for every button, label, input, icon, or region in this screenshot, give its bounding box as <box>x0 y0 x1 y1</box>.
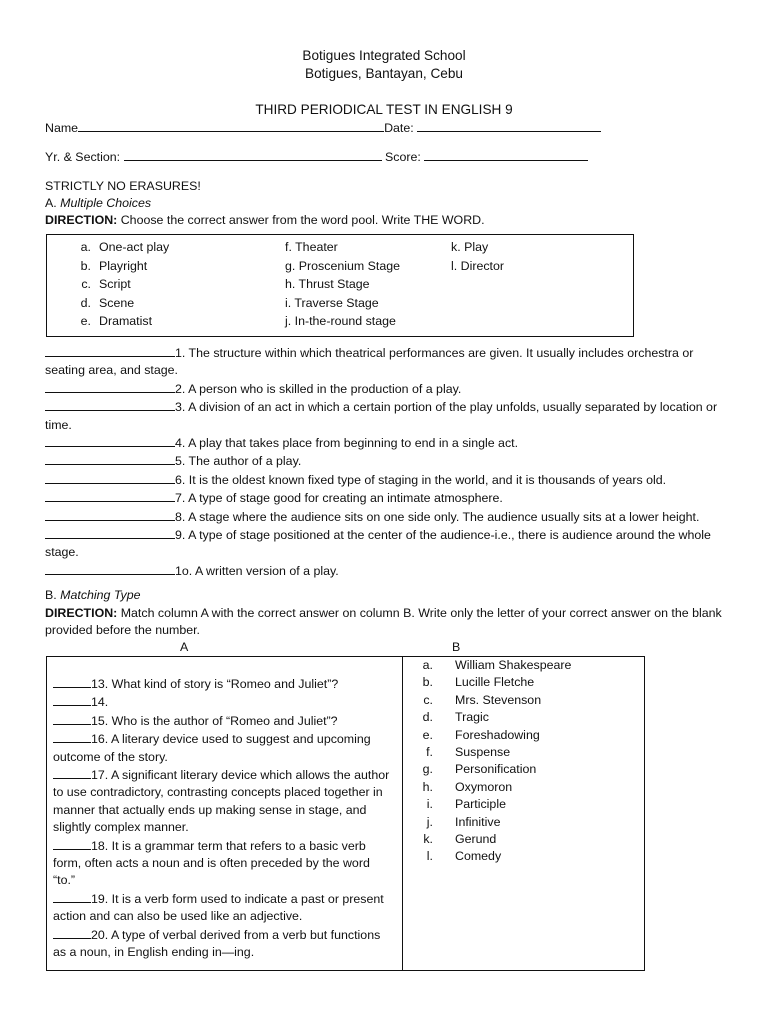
choice-letter: f. <box>426 744 433 759</box>
question-item <box>45 489 725 507</box>
answer-blank[interactable] <box>53 766 91 779</box>
matching-text: 20. A type of verbal derived from a verb but functions as a noun, in English ending in—ing. <box>53 927 381 960</box>
matching-text: 14. <box>91 695 109 710</box>
pool-letter: a. <box>80 240 91 254</box>
pool-letter: c. <box>81 277 91 292</box>
answer-blank[interactable] <box>53 890 91 903</box>
score-field[interactable] <box>424 148 588 161</box>
choice-text: Foreshadowing <box>455 727 540 742</box>
pool-item: j. In-the-round stage <box>285 314 396 329</box>
pool-item <box>65 239 169 258</box>
part-a-label: A. <box>45 196 57 210</box>
choice-letter: b. <box>422 675 433 690</box>
pool-letter: e. <box>80 314 91 329</box>
pool-letter: d. <box>80 295 91 310</box>
section-field[interactable] <box>124 148 382 161</box>
date-label: Date: <box>384 121 414 135</box>
part-a-heading <box>45 195 151 212</box>
pool-item: f. Theater <box>285 240 338 254</box>
matching-text: 18. It is a grammar term that refers to a basic verb form, often acts a noun and is often preceded by the word “to.” <box>53 838 370 888</box>
question-item <box>45 398 725 434</box>
part-b-direction-text: Match column A with the correct answer on column B. Write only the letter of your correct answer on the blank provided before the number. <box>45 606 722 638</box>
choice-letter: d. <box>422 710 433 725</box>
choice-item <box>407 674 637 691</box>
date-field[interactable] <box>417 119 601 132</box>
question-item <box>45 434 725 452</box>
choice-letter: j. <box>426 814 433 829</box>
pool-item <box>65 258 169 277</box>
question-text: 2. A person who is skilled in the production of a play. <box>175 381 462 396</box>
question-text: 8. A stage where the audience sits on one side only. The audience usually sits at a lower height. <box>175 509 700 524</box>
question-item <box>45 344 725 380</box>
school-name: Botigues Integrated School <box>302 48 466 63</box>
part-a-title: Multiple Choices <box>60 196 152 210</box>
answer-blank[interactable] <box>45 434 175 447</box>
part-a-direction-text: Choose the correct answer from the word pool. Write THE WORD. <box>117 213 485 227</box>
answer-blank[interactable] <box>45 344 175 357</box>
answer-blank[interactable] <box>45 562 175 575</box>
section-label: Yr. & Section: <box>45 150 121 164</box>
question-text: 1. The structure within which theatrical performances are given. It usually includes orchestra or seating area, and stage. <box>45 346 694 378</box>
choice-item <box>407 761 637 778</box>
matching-text: 17. A significant literary device which allows the author to use contradictory, contrasting concepts placed together in manner that actually ends up making sense in stage, and slightly complex manner. <box>53 768 390 835</box>
question-text: 3. A division of an act in which a certain portion of the play unfolds, usually separated by location or time. <box>45 400 718 432</box>
answer-blank[interactable] <box>45 526 175 539</box>
part-b-heading <box>45 587 141 604</box>
part-b-direction-label: DIRECTION: <box>45 606 118 620</box>
answer-blank[interactable] <box>53 837 91 850</box>
answer-blank[interactable] <box>53 675 91 688</box>
choice-text: Oxymoron <box>455 779 513 794</box>
question-item <box>45 526 725 562</box>
choice-letter: l. <box>426 849 433 864</box>
school-address: Botigues, Bantayan, Cebu <box>305 66 463 81</box>
choice-item <box>407 709 637 726</box>
pool-text: One-act play <box>99 240 170 254</box>
answer-blank[interactable] <box>53 693 91 706</box>
matching-table <box>46 656 645 971</box>
choice-letter: e. <box>422 727 433 742</box>
matching-item <box>53 693 393 711</box>
choice-text: William Shakespeare <box>455 658 572 672</box>
column-a-header: A <box>180 640 189 654</box>
matching-text: 13. What kind of story is “Romeo and Juliet”? <box>91 677 339 691</box>
matching-item <box>53 890 393 926</box>
choice-text: Participle <box>455 797 506 812</box>
matching-item <box>53 837 393 890</box>
answer-blank[interactable] <box>45 471 175 484</box>
part-b-label: B. <box>45 588 57 602</box>
matching-item <box>53 926 393 962</box>
matching-item <box>53 730 393 766</box>
answer-blank[interactable] <box>53 712 91 725</box>
question-text: 9. A type of stage positioned at the center of the audience-i.e., there is audience around the whole stage. <box>45 528 711 560</box>
choice-item <box>407 848 637 865</box>
choice-letter: i. <box>426 797 433 812</box>
pool-text: Scene <box>99 295 135 310</box>
question-text: 1o. A written version of a play. <box>175 563 339 578</box>
question-item <box>45 508 725 526</box>
notice: STRICTLY NO ERASURES! <box>45 179 201 193</box>
pool-text: Playright <box>99 258 148 273</box>
question-item <box>45 471 725 489</box>
choice-letter: a. <box>422 658 433 672</box>
question-item <box>45 452 725 470</box>
answer-blank[interactable] <box>53 730 91 743</box>
name-label: Name <box>45 121 79 135</box>
choice-item <box>407 727 637 744</box>
part-a-direction <box>45 212 485 229</box>
choice-letter: c. <box>423 692 433 707</box>
choice-text: Comedy <box>455 849 502 864</box>
answer-blank[interactable] <box>45 398 175 411</box>
choice-letter: h. <box>422 779 433 794</box>
part-a-direction-label: DIRECTION: <box>45 213 118 227</box>
choice-text: Infinitive <box>455 814 501 829</box>
section-score-row <box>45 148 588 166</box>
part-b-title: Matching Type <box>60 588 141 602</box>
question-item <box>45 380 725 398</box>
answer-blank[interactable] <box>45 380 175 393</box>
pool-letter: b. <box>80 258 91 273</box>
word-pool-col1 <box>65 239 169 332</box>
choice-letter: k. <box>423 831 433 846</box>
pool-item <box>65 313 169 332</box>
choice-item <box>407 814 637 831</box>
word-pool-col3 <box>451 239 504 276</box>
column-b <box>407 657 637 866</box>
part-b-direction <box>45 605 725 640</box>
choice-text: Gerund <box>455 831 497 846</box>
choice-text: Lucille Fletche <box>455 675 535 690</box>
pool-item: k. Play <box>451 240 489 254</box>
pool-item: i. Traverse Stage <box>285 295 379 310</box>
question-text: 7. A type of stage good for creating an intimate atmosphere. <box>175 491 503 506</box>
matching-item <box>53 675 393 693</box>
choice-item <box>407 831 637 848</box>
matching-item <box>53 712 393 730</box>
answer-blank[interactable] <box>45 489 175 502</box>
test-title: THIRD PERIODICAL TEST IN ENGLISH 9 <box>255 102 513 117</box>
pool-item: g. Proscenium Stage <box>285 258 401 273</box>
answer-blank[interactable] <box>45 508 175 521</box>
pool-item <box>65 276 169 295</box>
word-pool <box>46 234 634 337</box>
choice-text: Tragic <box>455 710 489 725</box>
word-pool-col2 <box>285 239 400 332</box>
choice-item <box>407 779 637 796</box>
question-text: 4. A play that takes place from beginning to end in a single act. <box>175 436 519 451</box>
answer-blank[interactable] <box>53 926 91 939</box>
name-field[interactable] <box>78 119 384 132</box>
pool-text: Script <box>99 277 131 292</box>
score-label: Score: <box>384 150 421 164</box>
pool-item <box>65 295 169 314</box>
pool-item: h. Thrust Stage <box>285 277 370 292</box>
part-a-questions <box>45 344 725 580</box>
column-b-header: B <box>452 640 461 654</box>
choice-text: Personification <box>455 762 537 777</box>
matching-text: 19. It is a verb form used to indicate a past or present action and can also be used like an adjective. <box>53 891 384 924</box>
column-divider <box>402 657 403 970</box>
choice-item <box>407 796 637 813</box>
pool-item: l. Director <box>451 258 505 273</box>
question-text: 6. It is the oldest known fixed type of staging in the world, and it is thousands of years old. <box>175 472 667 487</box>
choice-item <box>407 692 637 709</box>
choice-item <box>407 657 637 674</box>
choice-letter: g. <box>422 762 433 777</box>
pool-text: Dramatist <box>99 314 153 329</box>
column-a <box>53 675 393 962</box>
choice-item <box>407 744 637 761</box>
answer-blank[interactable] <box>45 452 175 465</box>
question-text: 5. The author of a play. <box>175 454 302 469</box>
name-date-row <box>45 119 601 137</box>
question-item <box>45 562 725 580</box>
matching-text: 15. Who is the author of “Romeo and Juliet”? <box>91 713 338 728</box>
matching-text: 16. A literary device used to suggest and upcoming outcome of the story. <box>53 732 371 764</box>
matching-item <box>53 766 393 837</box>
choice-text: Mrs. Stevenson <box>455 692 542 707</box>
choice-text: Suspense <box>455 744 511 759</box>
